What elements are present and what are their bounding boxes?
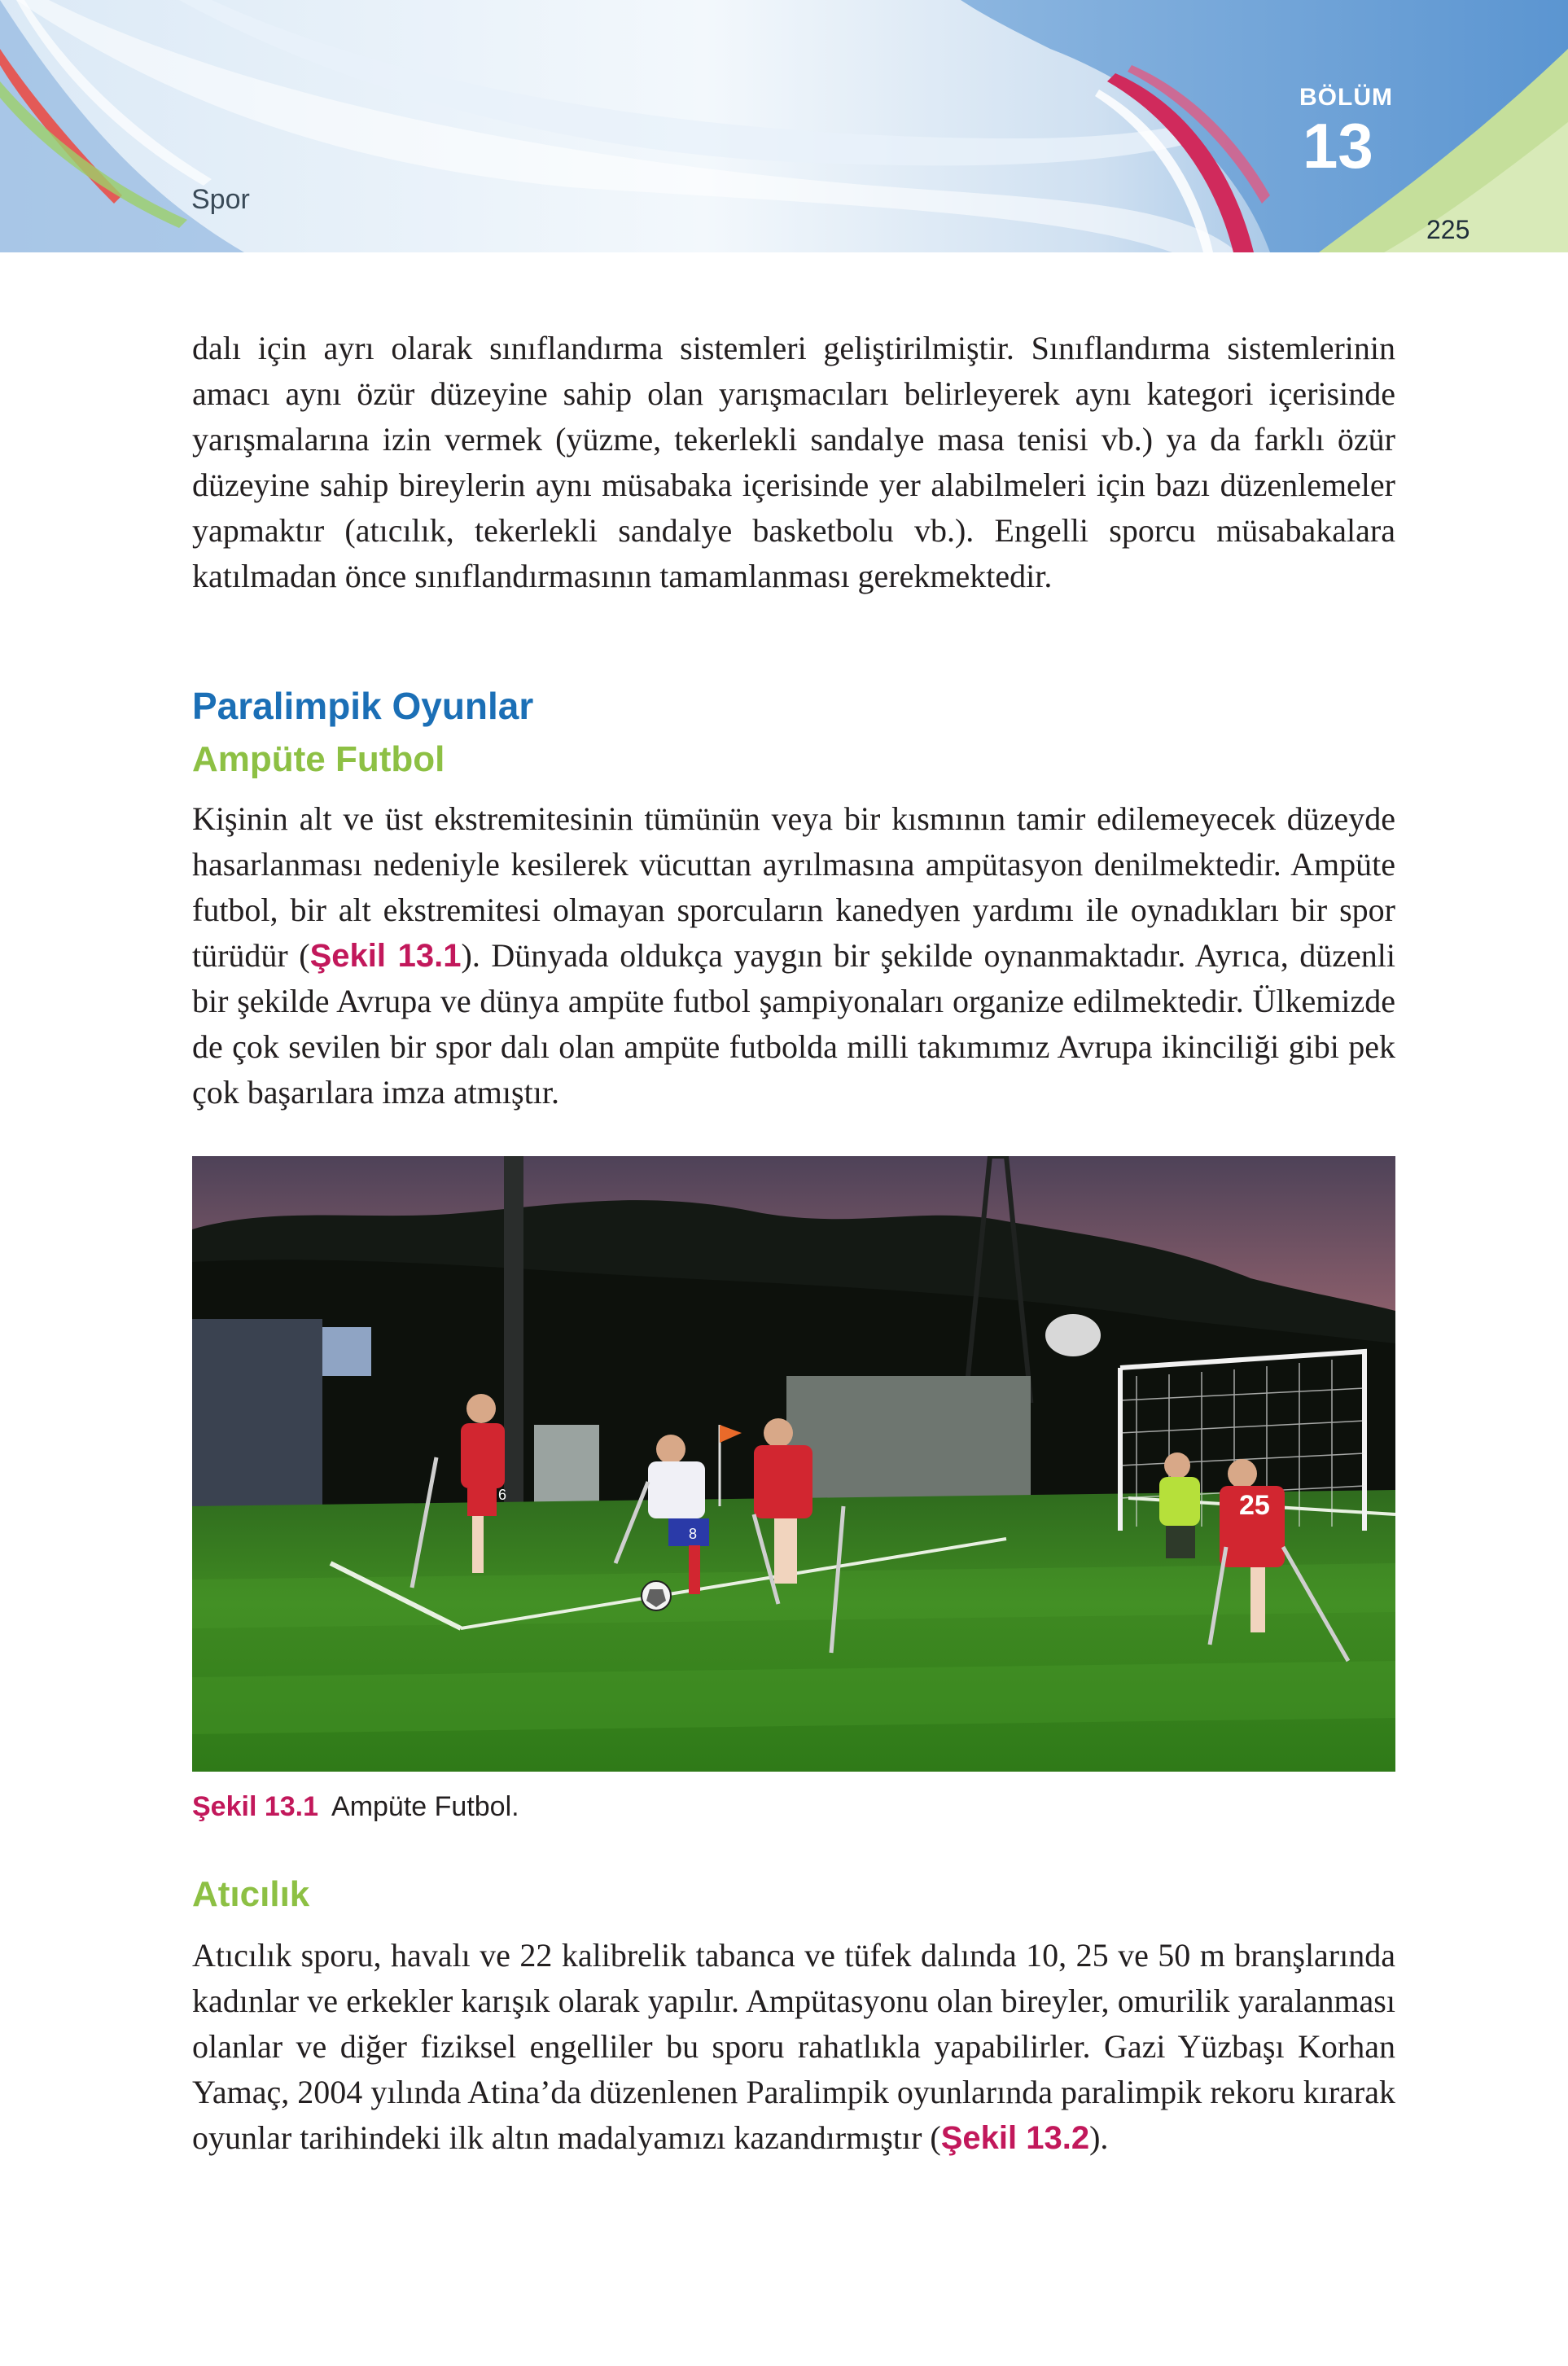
shooting-text-before: Atıcılık sporu, havalı ve 22 kalibrelik tabanca ve tüfek dalında 10, 25 ve 50 m branşlarında kadınlar ve erkekler karışık olarak yapılır. Ampütasyonu olan bireyler, omurilik yaralanması olanlar ve diğer fiziksel engelliler bu sporu rahatlıkla yapabilirler. Gazi Yüzbaşı Korhan Yamaç, 2004 yılında Atina’da düzenlenen Paralimpik oyunlarında paralimpik rekoru kırarak oyunlar tarihindeki ilk altın madalyamızı kazandırmıştır ( [192,1937,1395,2156]
figure-label: Şekil 13.1 [192,1791,319,1822]
svg-text:25: 25 [1239,1490,1270,1521]
figure-caption [192,1791,519,1823]
figure-ref-13-2[interactable]: Şekil 13.2 [940,2120,1090,2156]
amputee-text-before: Kişinin alt ve üst ekstremitesinin tümünün veya bir kısmının tamir edilemeyecek düzeyde hasarlanması nedeniyle kesilerek vücuttan ayrılmasına ampütasyon denilmektedir. Ampüte futbol, bir alt ekstremitesi olmayan sporcuların kanedyen yardımı ile oynadıkları bir spor türüdür ( [192,800,1395,974]
shooting-text-after: ). [1089,2119,1109,2156]
heading-paralympic-games: Paralimpik Oyunlar [192,685,534,727]
section-title: Spor [191,184,250,215]
figure-ref-13-1[interactable]: Şekil 13.1 [309,938,462,974]
figure-caption-text: Ampüte Futbol. [331,1791,519,1822]
amputee-football-photo [192,1156,1395,1772]
amputee-paragraph [192,796,1395,1115]
heading-shooting: Atıcılık [192,1874,310,1914]
svg-text:8: 8 [689,1526,698,1542]
page-number: 225 [1426,215,1470,244]
chapter-label: BÖLÜM [1299,84,1393,111]
heading-amputee-football: Ampüte Futbol [192,739,445,779]
shooting-paragraph [192,1933,1395,2161]
amputee-text-after: ). Dünyada oldukça yaygın bir şekilde oynanmaktadır. Ayrıca, düzenli bir şekilde Avrupa ve dünya ampüte futbol şampiyonaları organize edilmektedir. Ülkemizde de çok sevilen bir spor dalı olan ampüte futbolda milli takımımız Avrupa ikinciliği gibi pek çok başarılara imza atmıştır. [192,937,1395,1111]
intro-paragraph: dalı için ayrı olarak sınıflandırma sistemleri geliştirilmiştir. Sınıflandırma sistemlerinin amacı aynı özür düzeyine sahip olan yarışmacıları belirleyerek aynı kategori içerisinde yarışmalarına izin vermek (yüzme, tekerlekli sandalye masa tenisi vb.) ya da farklı özür düzeyine sahip bireylerin aynı müsabaka içerisinde yer alabilmeleri için bazı düzenlemeler yapmaktır (atıcılık, tekerlekli sandalye basketbolu vb.). Engelli sporcu müsabakalara katılmadan önce sınıflandırmasının tamamlanması gerekmektedir. [192,330,1395,594]
svg-text:6: 6 [498,1487,507,1503]
chapter-number: 13 [1303,110,1373,182]
